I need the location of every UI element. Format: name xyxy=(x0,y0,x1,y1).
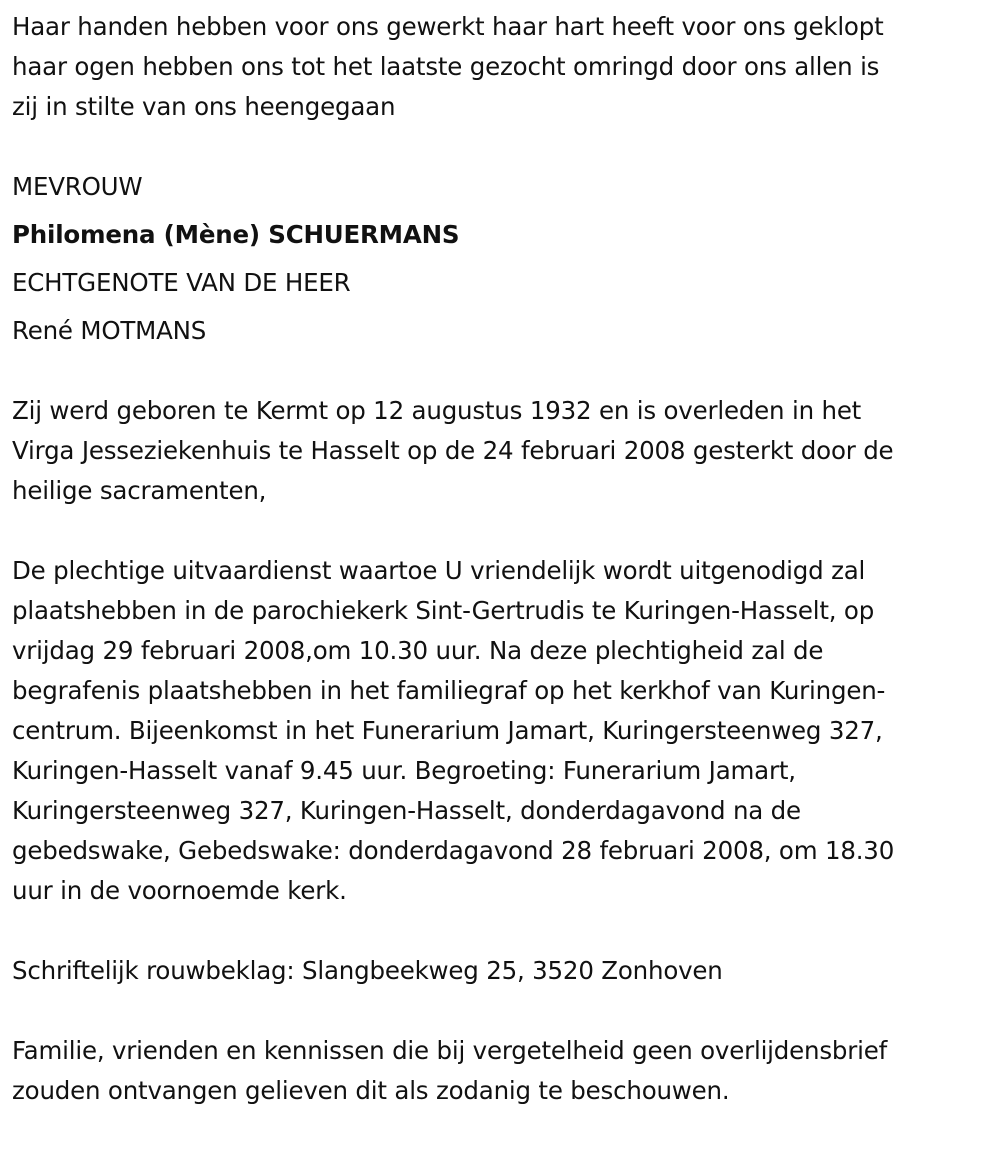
funeral-line: uur in de voornoemde kerk. xyxy=(12,876,347,905)
closing-paragraph xyxy=(12,1031,992,1111)
poem-paragraph xyxy=(12,7,992,127)
condolences-address: Schriftelijk rouwbeklag: Slangbeekweg 25, 3520 Zonhoven xyxy=(12,956,723,985)
funeral-line: plaatshebben in de parochiekerk Sint-Gertrudis te Kuringen-Hasselt, op xyxy=(12,596,875,625)
funeral-line: gebedswake, Gebedswake: donderdagavond 28 februari 2008, om 18.30 xyxy=(12,836,895,865)
poem-line: zij in stilte van ons heengegaan xyxy=(12,92,396,121)
funeral-line: centrum. Bijeenkomst in het Funerarium Jamart, Kuringersteenweg 327, xyxy=(12,716,883,745)
deceased-name: Philomena (Mène) SCHUERMANS xyxy=(12,220,460,249)
closing-line: Familie, vrienden en kennissen die bij vergetelheid geen overlijdensbrief xyxy=(12,1036,888,1065)
obituary-document xyxy=(12,7,992,1151)
funeral-line: De plechtige uitvaardienst waartoe U vriendelijk wordt uitgenodigd zal xyxy=(12,556,866,585)
birth-death-line: Virga Jesseziekenhuis te Hasselt op de 24 februari 2008 gesterkt door de xyxy=(12,436,894,465)
closing-line: zouden ontvangen gelieven dit als zodanig te beschouwen. xyxy=(12,1076,730,1105)
poem-line: Haar handen hebben voor ons gewerkt haar hart heeft voor ons geklopt xyxy=(12,12,884,41)
condolences-paragraph xyxy=(12,951,992,991)
birth-death-line: Zij werd geboren te Kermt op 12 augustus 1932 en is overleden in het xyxy=(12,396,862,425)
funeral-line: Kuringen-Hasselt vanaf 9.45 uur. Begroeting: Funerarium Jamart, xyxy=(12,756,796,785)
birth-death-line: heilige sacramenten, xyxy=(12,476,267,505)
birth-death-paragraph xyxy=(12,391,992,511)
funeral-line: Kuringersteenweg 327, Kuringen-Hasselt, donderdagavond na de xyxy=(12,796,801,825)
funeral-line: begrafenis plaatshebben in het familiegraf op het kerkhof van Kuringen- xyxy=(12,676,886,705)
funeral-paragraph xyxy=(12,551,992,911)
spouse-name: René MOTMANS xyxy=(12,316,207,345)
relation-label: ECHTGENOTE VAN DE HEER xyxy=(12,268,351,297)
honorific-title: MEVROUW xyxy=(12,172,143,201)
funeral-line: vrijdag 29 februari 2008,om 10.30 uur. Na deze plechtigheid zal de xyxy=(12,636,824,665)
deceased-heading xyxy=(12,167,992,351)
poem-line: haar ogen hebben ons tot het laatste gezocht omringd door ons allen is xyxy=(12,52,880,81)
